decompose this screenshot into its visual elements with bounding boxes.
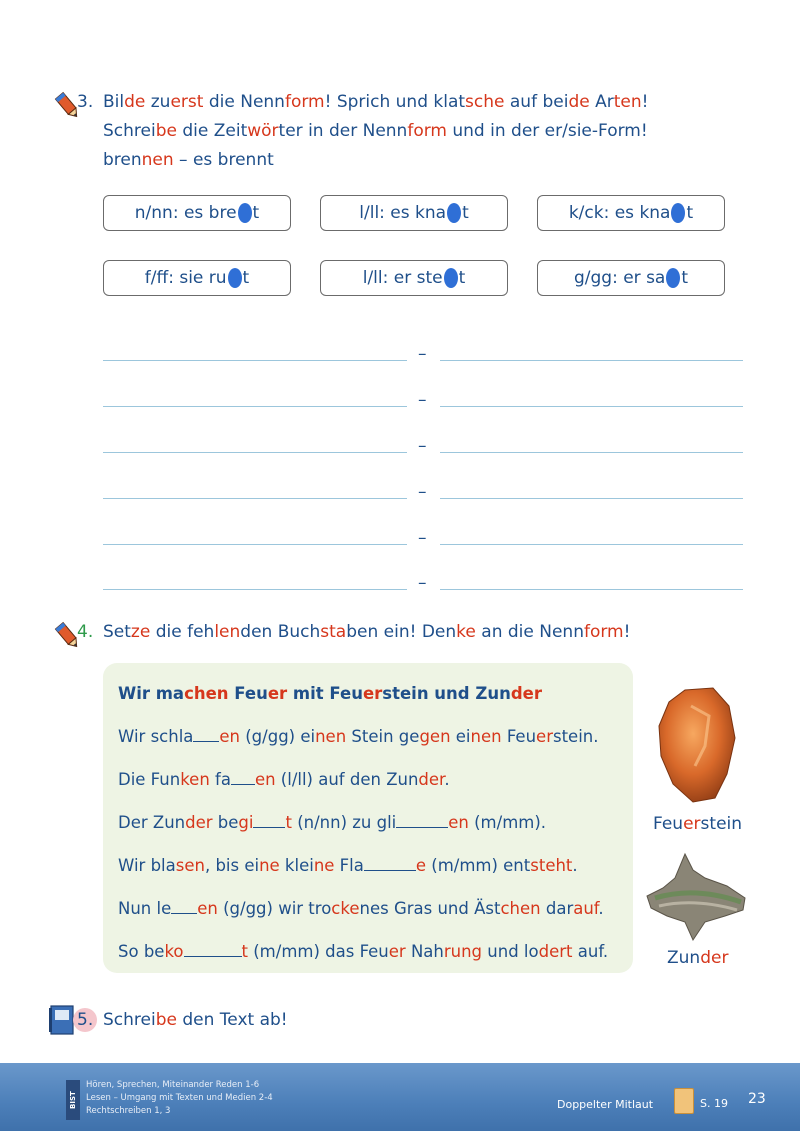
exercise-sentence xyxy=(118,727,599,746)
text-segment: ze xyxy=(130,622,151,642)
word-box xyxy=(320,195,508,231)
footer-note-3: Rechtschreiben 1, 3 xyxy=(86,1106,171,1116)
text-segment: stein und Zun xyxy=(382,684,511,703)
page-number: 23 xyxy=(748,1091,766,1107)
text-segment: er xyxy=(536,727,553,746)
text-segment: form xyxy=(284,92,325,112)
tinder-caption xyxy=(667,948,728,968)
text-segment: ! xyxy=(641,92,649,112)
writing-line[interactable] xyxy=(440,406,743,407)
text-segment: en xyxy=(219,727,240,746)
text-segment: Der Zun xyxy=(118,813,186,832)
text-segment: Schrei xyxy=(103,121,156,141)
exercise-sentence xyxy=(118,856,578,875)
word-box-text: k/ck: es kna xyxy=(568,203,671,223)
text-segment: de xyxy=(568,92,590,112)
task3-example xyxy=(103,150,274,170)
writing-line[interactable] xyxy=(440,589,743,590)
text-segment: cke xyxy=(331,899,360,918)
text-segment: und lo xyxy=(482,942,539,961)
text-segment: ben ein! Den xyxy=(346,622,457,642)
word-box xyxy=(103,260,291,296)
text-segment: bren xyxy=(103,150,142,170)
text-segment: Feu xyxy=(228,684,268,703)
word-box-ending: t xyxy=(458,268,466,288)
book-reference-icon xyxy=(674,1088,694,1114)
text-segment: zu xyxy=(145,92,171,112)
text-segment: rung xyxy=(443,942,483,961)
text-segment: er xyxy=(388,942,406,961)
text-segment: (m/mm). xyxy=(468,813,547,832)
word-box-text: l/ll: er ste xyxy=(362,268,443,288)
text-segment: Ar xyxy=(589,92,614,112)
text-segment: dert xyxy=(538,942,573,961)
text-segment: an die Nenn xyxy=(475,622,584,642)
text-segment: ne xyxy=(259,856,280,875)
dash-separator: – xyxy=(418,390,427,410)
text-segment: der xyxy=(418,770,445,789)
blank-gap[interactable] xyxy=(231,783,255,785)
ink-blot-icon xyxy=(447,203,461,223)
task3-number: 3. xyxy=(77,92,94,112)
text-segment: der xyxy=(700,948,729,968)
ink-blot-icon xyxy=(238,203,252,223)
text-segment: Wir ma xyxy=(118,684,185,703)
writing-line[interactable] xyxy=(103,360,407,361)
text-segment: ! xyxy=(623,622,631,642)
text-segment: Fla xyxy=(334,856,364,875)
blank-gap[interactable] xyxy=(364,869,416,871)
writing-line[interactable] xyxy=(103,544,407,545)
footer-page-reference: S. 19 xyxy=(700,1097,728,1110)
exercise-sentence xyxy=(118,813,546,832)
text-segment: (n/nn) zu gli xyxy=(291,813,397,832)
footer-note-2: Lesen – Umgang mit Texten und Medien 2-4 xyxy=(86,1093,273,1103)
text-segment: nen xyxy=(470,727,502,746)
blank-gap[interactable] xyxy=(171,912,197,914)
task4-number: 4. xyxy=(77,622,94,642)
writing-line[interactable] xyxy=(103,498,407,499)
text-segment: ken xyxy=(180,770,210,789)
text-segment: t xyxy=(241,942,248,961)
text-segment: So be xyxy=(118,942,165,961)
text-segment: ten xyxy=(613,92,642,112)
text-segment: und in der er/sie-Form! xyxy=(446,121,648,141)
text-segment: dar xyxy=(540,899,574,918)
ink-blot-icon xyxy=(228,268,242,288)
word-box-ending: t xyxy=(681,268,689,288)
text-segment: die Zeit xyxy=(176,121,248,141)
text-segment: . xyxy=(444,770,450,789)
text-segment: er xyxy=(683,814,701,834)
flint-caption xyxy=(653,814,742,834)
text-segment: Stein ge xyxy=(346,727,420,746)
text-segment: be xyxy=(155,1010,177,1030)
task3-instruction-line1 xyxy=(103,92,648,112)
task3-instruction-line2 xyxy=(103,121,648,141)
word-box-text: n/nn: es bre xyxy=(134,203,237,223)
text-segment: den Text ab! xyxy=(176,1010,288,1030)
text-segment: Schrei xyxy=(103,1010,156,1030)
text-segment: nen xyxy=(315,727,347,746)
word-box-text: f/ff: sie ru xyxy=(144,268,227,288)
word-box xyxy=(103,195,291,231)
text-segment: stein xyxy=(700,814,743,834)
text-segment: . xyxy=(572,856,578,875)
word-box-text: g/gg: er sa xyxy=(573,268,666,288)
bist-label: BIST xyxy=(66,1080,80,1120)
text-segment: klei xyxy=(279,856,314,875)
blank-gap[interactable] xyxy=(396,826,448,828)
text-segment: er xyxy=(267,684,288,703)
writing-line[interactable] xyxy=(440,452,743,453)
word-box xyxy=(320,260,508,296)
footer-topic: Doppelter Mitlaut xyxy=(557,1098,654,1111)
writing-line[interactable] xyxy=(103,589,407,590)
writing-line[interactable] xyxy=(103,452,407,453)
blank-gap[interactable] xyxy=(193,740,219,742)
word-box xyxy=(537,195,725,231)
blank-gap[interactable] xyxy=(253,826,285,828)
text-segment: den Buch xyxy=(240,622,321,642)
text-segment: Wir bla xyxy=(118,856,176,875)
writing-line[interactable] xyxy=(440,498,743,499)
text-segment: Set xyxy=(103,622,131,642)
text-segment: en xyxy=(197,899,218,918)
writing-line[interactable] xyxy=(103,406,407,407)
text-segment: . xyxy=(598,899,604,918)
writing-line[interactable] xyxy=(440,544,743,545)
text-segment: gen xyxy=(419,727,451,746)
text-segment: er xyxy=(362,684,383,703)
text-segment: be xyxy=(212,813,239,832)
dash-separator: – xyxy=(418,436,427,456)
text-segment: form xyxy=(583,622,624,642)
ink-blot-icon xyxy=(666,268,680,288)
text-segment: Nun le xyxy=(118,899,172,918)
text-segment: (l/ll) auf den Zun xyxy=(275,770,419,789)
dash-separator: – xyxy=(418,528,427,548)
text-segment: der xyxy=(510,684,542,703)
text-segment: , bis ei xyxy=(204,856,260,875)
dash-separator: – xyxy=(418,482,427,502)
text-segment: sta xyxy=(320,622,347,642)
text-segment: de xyxy=(124,92,146,112)
text-segment: en xyxy=(448,813,469,832)
tinder-fungus-image xyxy=(645,852,749,944)
text-segment: die Nenn xyxy=(203,92,285,112)
text-segment: nes Gras und Äst xyxy=(359,899,501,918)
text-segment: die feh xyxy=(150,622,215,642)
task4-instruction xyxy=(103,622,630,642)
text-segment: stein. xyxy=(552,727,599,746)
text-segment: Wir schla xyxy=(118,727,194,746)
exercise-sentence xyxy=(118,899,604,918)
dash-separator: – xyxy=(418,344,427,364)
text-segment: chen xyxy=(500,899,541,918)
text-segment: Zun xyxy=(667,948,701,968)
text-segment: Nah xyxy=(405,942,444,961)
text-segment: wör xyxy=(247,121,279,141)
task5-number: 5. xyxy=(77,1010,94,1030)
text-segment: sche xyxy=(465,92,505,112)
ink-blot-icon xyxy=(444,268,458,288)
word-box-ending: t xyxy=(242,268,250,288)
text-segment: auf. xyxy=(572,942,609,961)
text-segment: Feu xyxy=(501,727,537,746)
blank-gap[interactable] xyxy=(184,955,242,957)
exercise-sentence xyxy=(118,942,608,961)
word-box-ending: t xyxy=(252,203,260,223)
text-segment: sen xyxy=(175,856,205,875)
text-segment: e xyxy=(415,856,427,875)
word-box-ending: t xyxy=(686,203,694,223)
writing-line[interactable] xyxy=(440,360,743,361)
dash-separator: – xyxy=(418,573,427,593)
text-segment: auf xyxy=(573,899,599,918)
text-segment: ke xyxy=(456,622,476,642)
word-box-text: l/ll: es kna xyxy=(359,203,447,223)
text-segment: (m/mm) ent xyxy=(426,856,531,875)
text-segment: (g/gg) ei xyxy=(240,727,316,746)
footer-note-1: Hören, Sprechen, Miteinander Reden 1-6 xyxy=(86,1080,260,1090)
text-segment: Die Fun xyxy=(118,770,181,789)
text-segment: Bil xyxy=(103,92,125,112)
text-segment: Feu xyxy=(653,814,684,834)
text-segment: en xyxy=(254,770,276,789)
flint-stone-image xyxy=(655,686,737,804)
ink-blot-icon xyxy=(671,203,685,223)
word-box-ending: t xyxy=(462,203,469,223)
text-segment: auf bei xyxy=(504,92,569,112)
text-segment: len xyxy=(214,622,241,642)
text-segment: der xyxy=(185,813,213,832)
task5-instruction xyxy=(103,1010,288,1030)
exercise-sentence xyxy=(118,770,450,789)
text-segment: ko xyxy=(164,942,184,961)
text-segment: ne xyxy=(313,856,335,875)
text-segment: ! Sprich und klat xyxy=(324,92,466,112)
text-segment: ter in der Nenn xyxy=(278,121,408,141)
text-segment: form xyxy=(407,121,447,141)
text-segment: steht xyxy=(530,856,573,875)
text-segment: t xyxy=(285,813,292,832)
text-segment: chen xyxy=(184,684,229,703)
text-segment: (m/mm) das Feu xyxy=(248,942,389,961)
text-segment: nen xyxy=(141,150,174,170)
text-segment: mit Feu xyxy=(287,684,363,703)
text-segment: (g/gg) wir tro xyxy=(217,899,332,918)
text-segment: erst xyxy=(170,92,204,112)
text-segment: be xyxy=(155,121,177,141)
word-box xyxy=(537,260,725,296)
text-segment: ei xyxy=(450,727,471,746)
exercise-title xyxy=(118,684,542,703)
text-segment: – es brennt xyxy=(173,150,274,170)
text-segment: gi xyxy=(238,813,254,832)
text-segment: fa xyxy=(209,770,231,789)
